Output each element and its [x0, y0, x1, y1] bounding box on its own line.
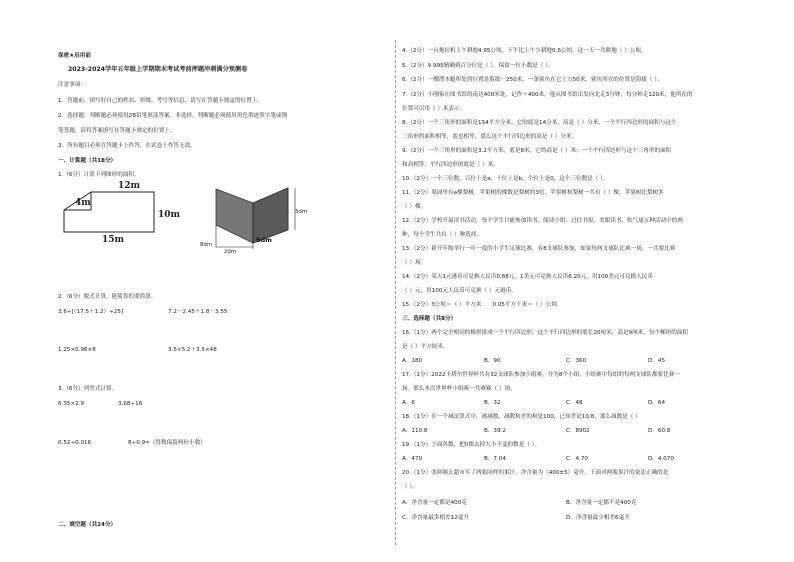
- q16-text: 16.（1分）两个完全相同的梯形拼成一个平行四边形，这个平行四边形的底长20厘米，高是9厘米，每个梯形的面积: [402, 330, 689, 336]
- q2-item-4: 3.5×5.2＋3.5×48: [168, 347, 217, 353]
- q19-option-a: A．470: [402, 456, 423, 462]
- note-2: 2．选择题、判断题必须使用2B铅笔填涂答案，非选择、判断题必须使用黑色墨迹签字笔或钢: [58, 113, 288, 119]
- fig2-inner-label: 5dm: [256, 236, 272, 244]
- q8-text-cont: 三角形的面积相等，底也相等，那么这个平行四边形的高是（ ）分米。: [402, 134, 578, 140]
- q2-item-2: 7.2－2.45＋1.8－3.55: [168, 309, 228, 315]
- q13-text: 13.（2分）新开年级举行一年一度的小学生足球比赛，有8支球队参加，如果每两支球队比赛一场，一共要比赛: [402, 246, 676, 252]
- q1-text: 1.（6分）计算下列图形的面积。: [58, 172, 140, 178]
- note-3: 3．所有题目必须在答题卡上作答，在试卷上作答无效。: [58, 143, 196, 149]
- q14-text: 14.（2分）某天1元港币可兑换人民币0.88元，1美元可兑换人民币6.20元，用100美元可兑换人民币: [402, 274, 653, 280]
- q12-text: 12.（2分）学校开展读书活动，每个学生只能参加读书、阅读小组、过往书报、美眼读书、吹气球五种活动中的两: [402, 218, 683, 224]
- q4-text: 4.（2分）一台拖拉机上午耕地4.95公顷，下午比上午少耕地0.6公顷。这一天一共耕地（ ）公顷。: [402, 48, 647, 54]
- q18-option-c: C．8902: [566, 428, 590, 434]
- q10-text: 10.（2分）一个三位数，百位上是a，十位上是b，个位上是0，这个三位数是（ ）。: [402, 176, 609, 182]
- q6-text: 6.（2分）一艘潜水艇所处的位置是海拔－250米，一条鲨鱼在它上方50米，鲨鱼所在的位置是海拔（ ）。: [402, 77, 663, 83]
- q20-text: 20.（1分）张阿姨去超市买了两瓶同样的果汁，净含量为（400±5）毫升。下面对两瓶果汁的说法正确的是: [402, 470, 669, 476]
- q20-option-d: D．净含量最少相差6毫升: [566, 515, 630, 521]
- q16-option-a: A．180: [402, 358, 423, 364]
- q13-text-cont: （ ）场。: [402, 260, 427, 266]
- notes-heading: 注意事项：: [58, 82, 86, 88]
- q17-option-c: C．48: [566, 400, 583, 406]
- q11-text-cont: （ ）棵。: [402, 204, 427, 210]
- q15-text: 15.（2分）3公顷＝（ ）平方米 0.05平方千米＝（ ）公顷: [402, 302, 558, 308]
- q3-text: 3.（6分）列竖式计算。: [58, 386, 118, 392]
- q16-option-b: B．90: [484, 358, 501, 364]
- q20-option-b: B．净含量一定都不是400克: [566, 500, 637, 506]
- q16-option-c: C．360: [566, 358, 587, 364]
- fig2-bottom-label: 2dm: [224, 249, 237, 255]
- q11-text: 11.（2分）果园里有a棵梨树，苹果树的棵数是梨树的3倍，苹果树和梨树一共有（ ）棵，苹果树比梨树多: [402, 190, 664, 196]
- q16-option-d: D．45: [648, 358, 666, 364]
- q19-text: 19.（1分）下面各数，把0都去掉大小不变的数是（ ）。: [402, 442, 541, 448]
- q5-text: 5.（2分）9.995精确到百分位是（ ），保留一位小数是（ ）。: [402, 63, 554, 69]
- fig1-right-label: 10m: [158, 210, 181, 220]
- q2-item-1: 3.6÷[（17.5＋1.2）÷25]: [58, 309, 124, 315]
- q20-text-cont: （ ）。: [402, 484, 418, 490]
- fig1-top-label: 12m: [118, 181, 141, 191]
- q17-text: 17.（1分）2022卡塔尔世界杯共有32支球队参加小组赛，分为8个小组，小组赛中每组的每两支球队都要比赛一: [402, 372, 680, 378]
- note-1: 1．答题前，填写好自己的姓名、班级、考号等信息，请写在答题卡规定的位置上。: [58, 98, 263, 104]
- q17-option-a: A．6: [402, 400, 415, 406]
- section3-heading: 三、选择题（共8分）: [402, 316, 457, 322]
- parallelogram-figure: [213, 185, 338, 255]
- q2-text: 2.（6分）脱式计算，能简算的要简算。: [58, 294, 157, 300]
- q7-text-cont: 位置可以用（ ）米表示。: [402, 106, 466, 112]
- q3-item-4: 8÷0.9≈（得数保留两位小数）: [128, 440, 206, 446]
- q17-option-d: D．64: [648, 400, 666, 406]
- q3-item-1: 6.35×2.9: [58, 401, 85, 407]
- section2-heading: 二、填空题（共24分）: [58, 522, 117, 528]
- q7-text: 7.（2分）小刚家在图书馆的南边400米处，记作＋400米，他从图书馆出发向北走3分钟，每分钟走120米，他所在的: [402, 92, 693, 98]
- q14-text-cont: （ ）元，用100元人民币可兑换（ ）元港币。: [402, 288, 517, 294]
- q19-option-b: B．7.04: [484, 456, 506, 462]
- q3-item-3: 0.52÷0.016: [58, 440, 92, 446]
- q18-option-d: D．60.8: [648, 428, 671, 434]
- q19-option-d: D．4.070: [648, 456, 674, 462]
- q17-option-b: B．32: [484, 400, 501, 406]
- q18-option-b: B．39.2: [484, 428, 506, 434]
- exam-title: 2023-2024学年五年级上学期期末考试考前押题冲刺满分预测卷: [68, 66, 248, 73]
- q20-option-c: C．净含量最多相差12毫升: [402, 515, 469, 521]
- q3-item-2: 3.68÷16: [118, 401, 143, 407]
- q9-text-cont: 和高相等，平行四边形的底是（ ）米。: [402, 162, 499, 168]
- q19-option-c: C．4.70: [566, 456, 588, 462]
- fig1-left-label: 4m: [75, 198, 91, 208]
- section1-heading: 一、计算题（共18分）: [58, 158, 117, 164]
- fig1-bottom-label: 15m: [102, 235, 125, 245]
- q16-text-cont: 是（ ）平方厘米。: [402, 344, 449, 350]
- q2-item-3: 1.25×0.96×8: [58, 347, 96, 353]
- note-2-cont: 笔答题，请将答案填写在答题卡规定的位置上。: [58, 128, 176, 134]
- q8-text: 8.（2分）一个三角形的面积是154平方分米，它的底是14分米，高是（ ）分米。一个平行四边形的面积与这个: [402, 120, 677, 126]
- q9-text: 9.（2分）一个三角形的面积是3.2平方米，底是8米，它的高是（ ）米；一个平行四边形与这个三角形的面积: [402, 148, 672, 154]
- secret-label: 保密★启用前: [58, 53, 91, 59]
- q20-option-a: A．净含量一定都是400克: [402, 500, 467, 506]
- q18-option-a: A．110.8: [402, 428, 428, 434]
- fig2-left-label: 8dm: [200, 242, 213, 248]
- q18-text: 18.（1分）在一个减法算式中，被减数、减数和差的和是100，已知差是10.8，那么减数是（ ）: [402, 414, 641, 420]
- fig2-right-label: 3dm: [295, 209, 308, 215]
- column-divider: [395, 40, 396, 545]
- q12-text-cont: 种，每个学生共有（ ）种选择。: [402, 232, 483, 238]
- q17-text-cont: 场。那么本次世界杯小组赛一共赛赛（ ）场。: [402, 386, 516, 392]
